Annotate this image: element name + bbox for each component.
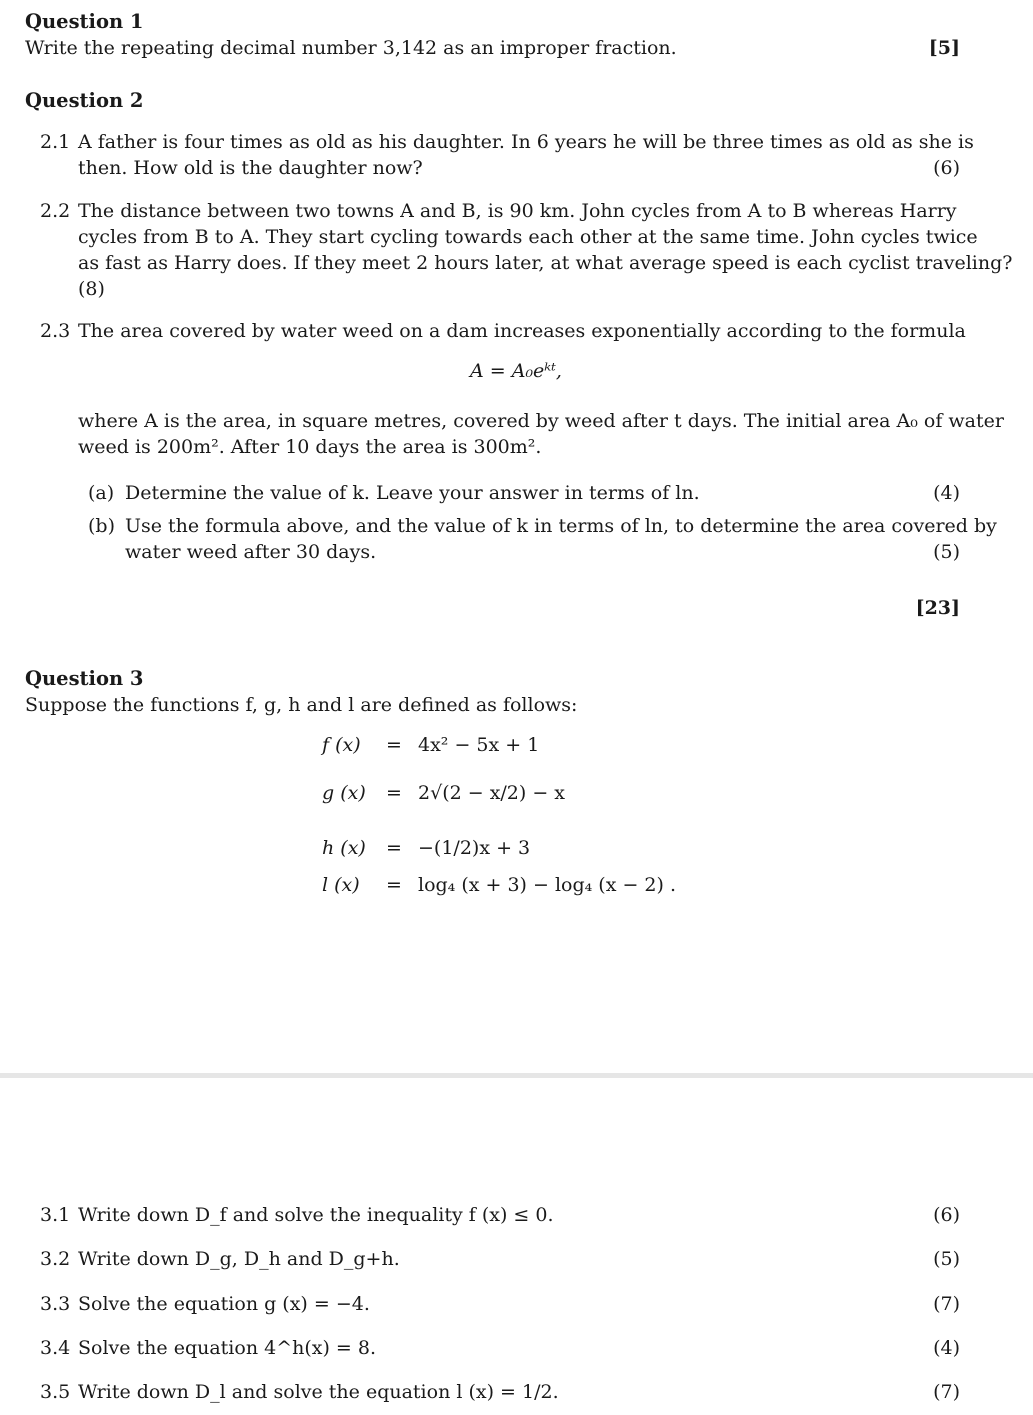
g-rhs: 2√(2 − x/2) − x (418, 782, 566, 804)
q3-5-number: 3.5 (40, 1381, 71, 1403)
l-rhs: log₄ (x + 3) − log₄ (x − 2) . (418, 874, 677, 896)
q2-1-line2: then. How old is the daughter now? (78, 157, 423, 179)
q3-4-number: 3.4 (40, 1337, 71, 1359)
h-lhs: h (x) (322, 837, 366, 859)
q1-heading: Question 1 (25, 10, 144, 33)
q2-1-number: 2.1 (40, 131, 71, 153)
q2-3-number: 2.3 (40, 320, 71, 342)
q2-3a-text: Determine the value of k. Leave your answer in terms of ln. (125, 482, 700, 504)
q2-3b-line1: Use the formula above, and the value of k in terms of ln, to determine the area covered by (125, 515, 997, 537)
g-lhs: g (x) (322, 782, 366, 804)
f-lhs: f (x) (322, 734, 361, 756)
h-eq: = (386, 837, 402, 859)
q3-4-mark: (4) (933, 1337, 960, 1359)
q3-1-text: Write down D_f and solve the inequality f (x) ≤ 0. (78, 1204, 554, 1226)
q2-3-line3: weed is 200m². After 10 days the area is 300m². (78, 436, 542, 458)
q1-text: Write the repeating decimal number 3,142 as an improper fraction. (25, 37, 677, 59)
q2-3-formula: A = A₀eᵏᵗ, (470, 360, 562, 382)
q3-4-text: Solve the equation 4^h(x) = 8. (78, 1337, 377, 1359)
q3-5-mark: (7) (933, 1381, 960, 1403)
q2-2-line2: cycles from B to A. They start cycling towards each other at the same time. John cycles twice (78, 226, 978, 248)
q3-3-text: Solve the equation g (x) = −4. (78, 1293, 370, 1315)
q2-3-line2: where A is the area, in square metres, covered by weed after t days. The initial area A₀ of water (78, 410, 1004, 432)
q2-3b-label: (b) (88, 515, 115, 537)
q2-2-number: 2.2 (40, 200, 71, 222)
q2-3a-mark: (4) (933, 482, 960, 504)
q1-mark: [5] (928, 37, 960, 59)
q2-heading: Question 2 (25, 89, 144, 112)
q3-2-number: 3.2 (40, 1248, 71, 1270)
q2-2-line3: as fast as Harry does. If they meet 2 hours later, at what average speed is each cyclist traveling? (78, 252, 1013, 274)
q3-intro: Suppose the functions f, g, h and l are defined as follows: (25, 694, 578, 716)
f-eq: = (386, 734, 402, 756)
f-rhs: 4x² − 5x + 1 (418, 734, 540, 756)
h-rhs: −(1/2)x + 3 (418, 837, 531, 859)
q2-1-line1: A father is four times as old as his daughter. In 6 years he will be three times as old as she is (78, 131, 974, 153)
q2-3-line1: The area covered by water weed on a dam increases exponentially according to the formula (78, 320, 966, 342)
q2-2-line1: The distance between two towns A and B, is 90 km. John cycles from A to B whereas Harry (78, 200, 957, 222)
q3-2-mark: (5) (933, 1248, 960, 1270)
q3-3-number: 3.3 (40, 1293, 71, 1315)
q3-5-text: Write down D_l and solve the equation l (x) = 1/2. (78, 1381, 559, 1403)
q3-1-number: 3.1 (40, 1204, 71, 1226)
l-lhs: l (x) (322, 874, 360, 896)
q3-2-text: Write down D_g, D_h and D_g+h. (78, 1248, 400, 1270)
l-eq: = (386, 874, 402, 896)
q3-1-mark: (6) (933, 1204, 960, 1226)
q2-3a-label: (a) (88, 482, 115, 504)
q2-1-mark: (6) (933, 157, 960, 179)
q3-heading: Question 3 (25, 667, 144, 690)
q2-3b-mark: (5) (933, 541, 960, 563)
q2-2-mark: (8) (78, 278, 105, 300)
q2-total: [23] (915, 597, 960, 619)
q2-3b-line2: water weed after 30 days. (125, 541, 377, 563)
q3-3-mark: (7) (933, 1293, 960, 1315)
page-divider (0, 1073, 1033, 1078)
g-eq: = (386, 782, 402, 804)
